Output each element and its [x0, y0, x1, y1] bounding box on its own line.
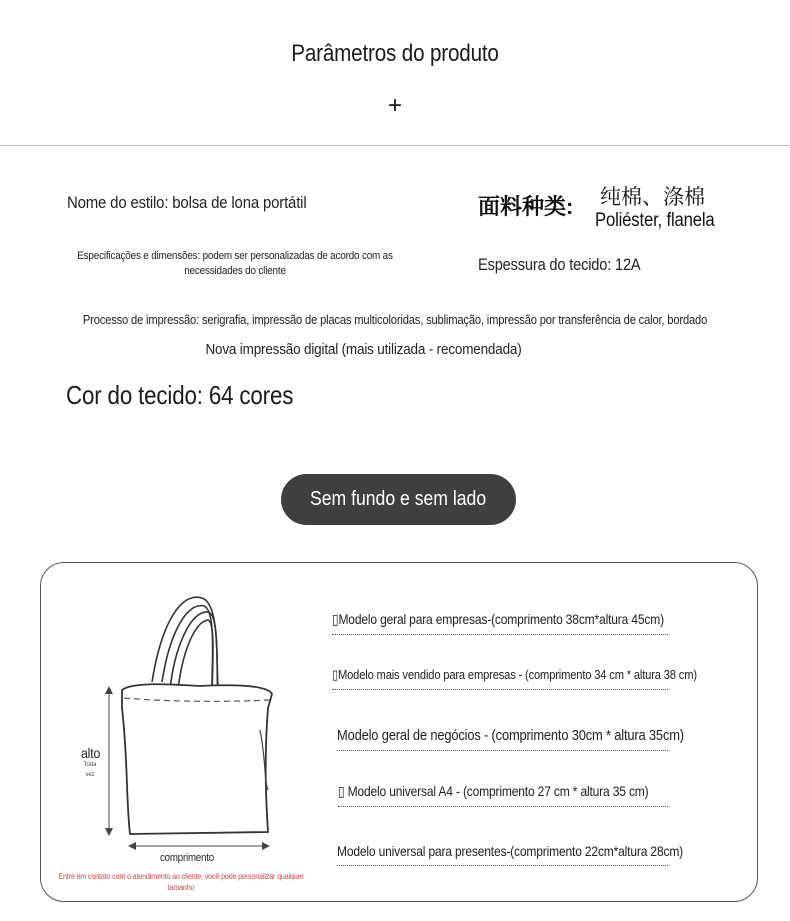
height-arrow-bottom — [105, 828, 113, 836]
model-item-2 — [332, 667, 697, 690]
height-label: alto — [81, 745, 101, 761]
model-label: Modelo geral de negócios - (comprimento 30cm * altura 35cm) — [337, 727, 684, 744]
width-arrow-left — [128, 842, 136, 850]
fabric-color-count: Cor do tecido: 64 cores — [66, 380, 294, 410]
no-bottom-no-side-badge — [281, 474, 516, 525]
digital-printing: Nova impressão digital (mais utilizada - recomendada) — [205, 341, 522, 358]
model-item-5 — [337, 843, 684, 866]
spec-text: Especificações e dimensões: podem ser personalizadas de acordo com as necessidades do cliente — [77, 250, 393, 277]
width-label: comprimento — [160, 852, 215, 864]
model-item-1 — [332, 611, 668, 635]
divider — [0, 145, 790, 146]
fabric-thickness: Espessura do tecido: 12A — [478, 255, 641, 274]
fabric-type-cn: 纯棉、涤棉 — [600, 186, 705, 209]
bag-body — [122, 684, 272, 834]
badge-label: Sem fundo e sem lado — [310, 488, 487, 510]
style-name: Nome do estilo: bolsa de lona portátil — [67, 193, 307, 212]
fabric-type-pt: Poliéster, flanela — [595, 210, 715, 231]
model-item-3 — [337, 727, 684, 751]
model-label: ▯ Modelo universal A4 - (comprimento 27 cm * altura 35 cm) — [338, 783, 649, 799]
plus-icon: + — [387, 92, 402, 119]
model-label: ▯Modelo geral para empresas-(comprimento 38cm*altura 45cm) — [332, 611, 664, 627]
height-arrow-top — [105, 686, 113, 694]
tote-bag-diagram — [70, 590, 300, 850]
page-title: Parâmetros do produto — [291, 40, 499, 67]
width-arrow-right — [262, 842, 270, 850]
model-label: Modelo universal para presentes-(comprimento 22cm*altura 28cm) — [337, 843, 684, 859]
model-label: ▯Modelo mais vendido para empresas - (comprimento 34 cm * altura 38 cm) — [332, 667, 697, 682]
model-item-4 — [338, 783, 668, 807]
fabric-type-label: 面料种类: — [478, 194, 574, 219]
custom-size-note: Entre em contato com o atendimento ao cliente, você pode personalizar qualquer tamanho — [58, 872, 304, 892]
printing-process: Processo de impressão: serigrafia, impressão de placas multicoloridas, sublimação, impressão por transferência de calor, bordado — [82, 312, 708, 327]
height-sublabel: Toda vez — [83, 762, 97, 778]
